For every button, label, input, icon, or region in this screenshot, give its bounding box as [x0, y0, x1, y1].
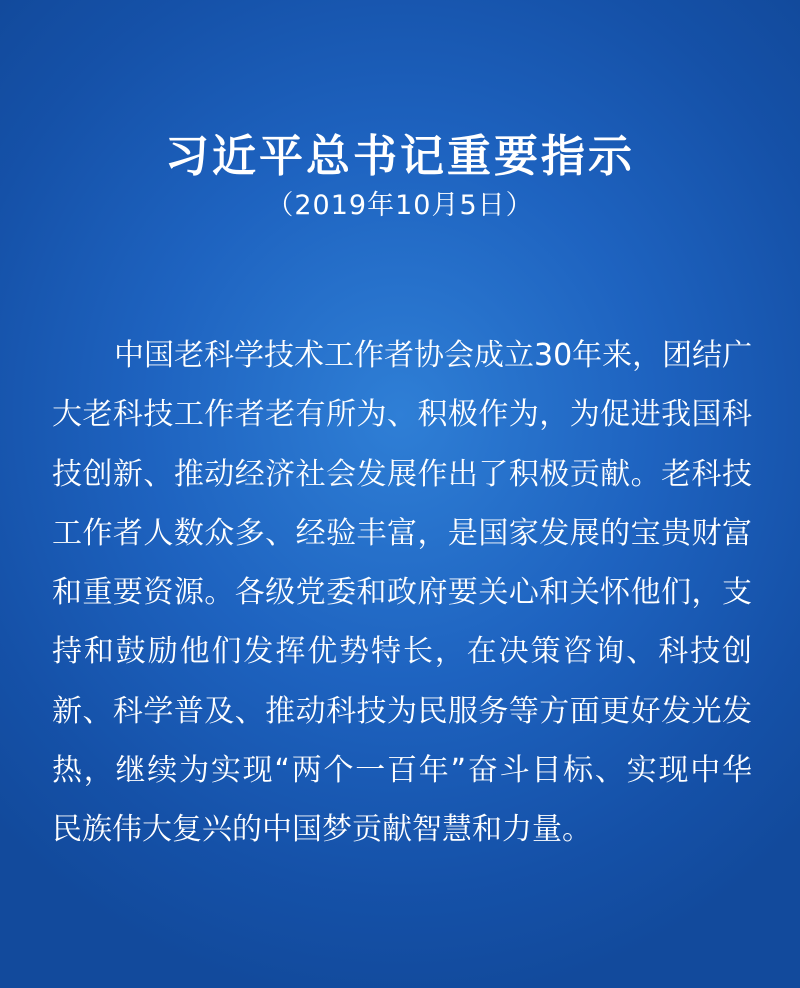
date-line: （2019年10月5日） [266, 190, 534, 221]
body-line: 持和鼓励他们发挥优势特长，在决策咨询、科技创 [52, 634, 752, 670]
body-line: 和重要资源。各级党委和政府要关心和关怀他们，支 [52, 575, 752, 611]
body-line: 新、科学普及、推动科技为民服务等方面更好发光发 [52, 693, 752, 729]
page-title: 习近平总书记重要指示 [165, 131, 635, 183]
body-line: 热，继续为实现“两个一百年”奋斗目标、实现中华 [52, 753, 752, 789]
instruction-body [52, 326, 752, 860]
body-line: 工作者人数众多、经验丰富，是国家发展的宝贵财富 [52, 515, 752, 551]
body-line: 大老科技工作者老有所为、积极作为，为促进我国科 [52, 397, 752, 433]
body-line: 民族伟大复兴的中国梦贡献智慧和力量。 [52, 812, 592, 848]
body-line: 中国老科学技术工作者协会成立30年来，团结广 [114, 338, 753, 373]
body-line: 技创新、推动经济社会发展作出了积极贡献。老科技 [52, 456, 752, 492]
